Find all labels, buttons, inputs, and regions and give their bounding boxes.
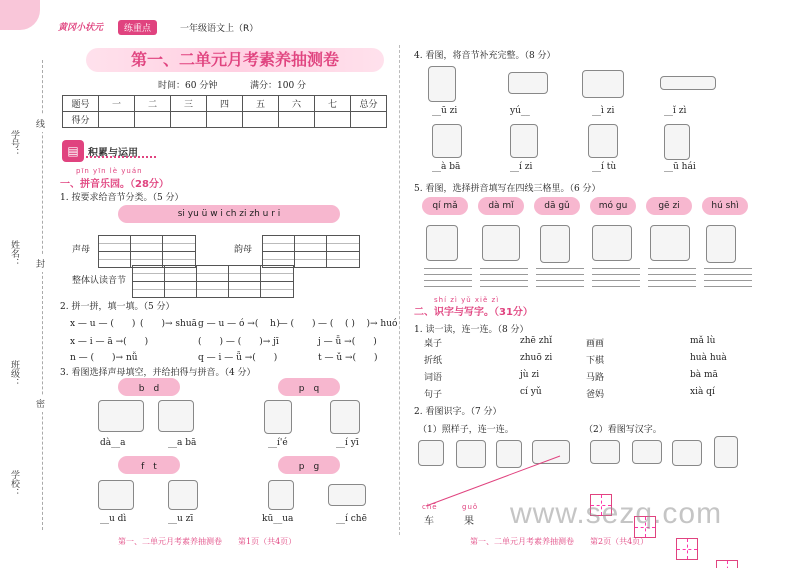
- q4-caption[interactable]: yú__: [510, 106, 530, 116]
- q1-label-finals: 韵母: [234, 245, 253, 255]
- mushroom-picture: [650, 225, 690, 261]
- word-left[interactable]: 桌子: [424, 339, 443, 349]
- binding-strip: [0, 0, 60, 568]
- footer-right: 第一、二单元月考素养抽测卷 第2页（共4页）: [470, 537, 649, 546]
- watermark: www.sezq.com: [510, 497, 723, 530]
- fish-plate-picture: [508, 72, 548, 94]
- footer-left: 第一、二单元月考素养抽测卷 第1页（共4页）: [118, 537, 297, 546]
- label-class: 班级：: [9, 360, 19, 387]
- part2-title: 二、识字与写字。（31分）: [414, 307, 533, 318]
- score-row-label: 得分: [63, 112, 99, 128]
- q5-pill: gē zi: [646, 197, 692, 215]
- writing-box[interactable]: [716, 560, 738, 568]
- q3-pill-1: b d: [118, 378, 180, 396]
- word-right[interactable]: 下棋: [586, 356, 605, 366]
- persimmon-picture: [582, 70, 624, 98]
- q1-label-whole: 整体认读音节: [72, 276, 127, 286]
- q5-writing-lines[interactable]: [704, 268, 752, 288]
- bamboo-picture: [428, 66, 456, 102]
- score-header-cell: 三: [171, 96, 207, 112]
- seal-char-secret: 密: [36, 395, 45, 412]
- label-name: 姓名：: [9, 240, 19, 267]
- q5-writing-lines[interactable]: [648, 268, 696, 288]
- q2-row2-a[interactable]: x — i — ā →( ): [70, 337, 149, 347]
- q3-caption[interactable]: __í chē: [336, 514, 367, 524]
- word-left[interactable]: 折纸: [424, 356, 443, 366]
- coat-picture: [330, 400, 360, 434]
- pinyin-left[interactable]: zhuō zi: [520, 353, 553, 363]
- q2-row1-b[interactable]: ( )→ shuā: [140, 319, 198, 329]
- section-badge-label: 积累与运用: [88, 148, 138, 159]
- q1-initials-grid[interactable]: [98, 235, 196, 268]
- pinyin-right[interactable]: xià qí: [690, 387, 715, 397]
- car-picture: [328, 484, 366, 506]
- q3-caption[interactable]: __u zī: [168, 514, 194, 524]
- example-char: 车: [424, 516, 434, 527]
- score-cell[interactable]: [279, 112, 315, 128]
- q4-caption[interactable]: __í zi: [510, 162, 533, 172]
- q5-writing-lines[interactable]: [424, 268, 472, 288]
- q5-pill: dà mǐ: [478, 197, 524, 215]
- q4-caption[interactable]: __ū hái: [664, 162, 696, 172]
- keyboard-picture: [660, 76, 716, 90]
- pinyin-left[interactable]: zhē zhǐ: [520, 336, 553, 346]
- pear-picture: [510, 124, 538, 158]
- pinyin-right[interactable]: mǎ lù: [690, 336, 716, 346]
- seal-char-seal: 封: [36, 255, 45, 272]
- q2-row3-e[interactable]: t — ǔ →( ): [318, 353, 378, 363]
- exam-time: 时间：60 分钟: [158, 81, 218, 91]
- q1-label-initials: 声母: [72, 245, 91, 255]
- q1-text: 1. 按要求给音节分类。（5 分）: [60, 193, 184, 203]
- q3-caption[interactable]: __í'é: [268, 438, 288, 448]
- practice-tag: 练重点: [118, 20, 157, 35]
- pinyin-right[interactable]: bà mā: [690, 370, 718, 380]
- q2-row1-f[interactable]: ( )→ huó: [345, 319, 398, 329]
- q2-row3-c[interactable]: q — i — ǖ →( ): [198, 353, 278, 363]
- grade-label: 一年级语文上（R）: [180, 24, 259, 34]
- cloud-picture: [632, 440, 662, 464]
- section-badge: [62, 140, 172, 162]
- beans-picture: [98, 480, 134, 510]
- score-header-cell: 二: [135, 96, 171, 112]
- pinyin-left[interactable]: jù zi: [520, 370, 540, 380]
- rabbit-picture: [588, 124, 618, 158]
- q5-pill: dā gǔ: [534, 197, 580, 215]
- word-left[interactable]: 词语: [424, 373, 443, 383]
- corn-picture: [714, 436, 738, 468]
- q1-finals-grid[interactable]: [262, 235, 360, 268]
- score-cell[interactable]: [243, 112, 279, 128]
- stairs-picture: [672, 440, 702, 466]
- page-title: 第一、二单元月考素养抽测卷: [130, 50, 339, 69]
- score-header-cell: 六: [279, 96, 315, 112]
- q5-writing-lines[interactable]: [592, 268, 640, 288]
- q4-caption[interactable]: __à bā: [432, 162, 461, 172]
- dove-picture: [482, 225, 520, 261]
- q2-row2-e[interactable]: j — ǖ →( ): [318, 337, 377, 347]
- score-cell[interactable]: [135, 112, 171, 128]
- label-school: 学校：: [9, 470, 19, 497]
- score-header-cell: 一: [99, 96, 135, 112]
- axe-picture: [168, 480, 198, 510]
- q4-caption[interactable]: __ì zi: [592, 106, 615, 116]
- q2-row1-d[interactable]: h — ( ): [270, 319, 316, 329]
- q3-caption[interactable]: __a bā: [168, 438, 197, 448]
- loofah-picture: [268, 480, 294, 510]
- part2-pinyin: shí zì yǔ xiě zì: [434, 296, 500, 304]
- drummer-picture: [540, 225, 570, 263]
- penguin-picture: [264, 400, 292, 434]
- score-cell[interactable]: [315, 112, 351, 128]
- q1-syllables: si yu ü w i ch zi zh u r i: [118, 205, 340, 223]
- score-cell[interactable]: [207, 112, 243, 128]
- q2-row3-a[interactable]: n — ( )→ nǚ: [70, 353, 138, 363]
- q4-caption[interactable]: __ǐ zì: [664, 106, 687, 116]
- score-header-cell: 七: [315, 96, 351, 112]
- logo: 黄冈小状元: [58, 23, 104, 33]
- score-cell[interactable]: [171, 112, 207, 128]
- p2q2-text: 2. 看图识字。（7 分）: [414, 407, 502, 417]
- pinyin-right[interactable]: huà huà: [690, 353, 727, 363]
- q5-writing-lines[interactable]: [480, 268, 528, 288]
- q5-pill: hú shì: [702, 197, 748, 215]
- scissors-picture: [158, 400, 194, 432]
- part1-title: 一、拼音乐园。（28分）: [60, 179, 169, 190]
- example-pinyin: guǒ: [462, 503, 479, 511]
- score-cell[interactable]: [99, 112, 135, 128]
- score-table: [62, 95, 387, 128]
- q5-text: 5. 看图，选择拼音填写在四线三格里。（6 分）: [414, 184, 601, 194]
- q3-caption[interactable]: dà__a: [100, 438, 126, 448]
- example-char: 果: [464, 516, 474, 527]
- q2-row1-e[interactable]: — ( ): [318, 319, 355, 329]
- score-header-cell: 五: [243, 96, 279, 112]
- p2q2-sub2: （2）看图写汉字。: [584, 425, 662, 435]
- q3-pill-4: p g: [278, 456, 340, 474]
- q4-caption[interactable]: __ū zi: [432, 106, 458, 116]
- q2-row2-c[interactable]: ( ) — ( )→ jī: [198, 337, 279, 347]
- label-student-id: 学号：: [9, 130, 19, 157]
- score-header-cell: 四: [207, 96, 243, 112]
- q4-text: 4. 看图，将音节补充完整。（8 分）: [414, 51, 556, 61]
- q2-row1-c[interactable]: g — u — ó →( ): [198, 319, 280, 329]
- q2-row1-a[interactable]: x — u — ( ): [70, 319, 136, 329]
- q5-pill: mó gu: [590, 197, 636, 215]
- word-right[interactable]: 马路: [586, 373, 605, 383]
- score-cell[interactable]: [351, 112, 387, 128]
- pigeon-picture: [706, 225, 736, 263]
- seal-char-line: 线: [36, 115, 45, 132]
- q5-pill: qí mǎ: [422, 197, 468, 215]
- score-table-score-row: [63, 112, 387, 128]
- score-header-cell: 总分: [351, 96, 387, 112]
- writing-box[interactable]: [676, 538, 698, 560]
- score-header-cell: 题号: [63, 96, 99, 112]
- exam-score: 满分：100 分: [250, 81, 307, 91]
- hill-picture: [98, 400, 144, 432]
- q3-pill-3: f t: [118, 456, 180, 474]
- page-divider: [399, 45, 400, 535]
- q3-caption[interactable]: __í yī: [336, 438, 359, 448]
- q3-caption[interactable]: __u dì: [100, 514, 127, 524]
- bug-picture: [590, 440, 620, 464]
- q1-whole-grid[interactable]: [132, 265, 294, 298]
- horse-rider-picture: [426, 225, 458, 261]
- q3-text: 3. 看图选择声母填空，并给拍得与拼音。（4 分）: [60, 368, 256, 378]
- word-right[interactable]: 爸妈: [586, 390, 605, 400]
- part1-pinyin: pīn yīn lè yuán: [76, 167, 143, 175]
- section-badge-underline: [86, 156, 156, 158]
- q3-caption[interactable]: kū__ua: [262, 514, 294, 524]
- girl-picture: [664, 124, 690, 160]
- example-pinyin: chē: [422, 503, 438, 511]
- word-right[interactable]: 画画: [586, 339, 605, 349]
- q2-text: 2. 拼一拼，填一填。（5 分）: [60, 302, 175, 312]
- q4-caption[interactable]: __í tù: [592, 162, 617, 172]
- rice-picture: [592, 225, 632, 261]
- q5-writing-lines[interactable]: [536, 268, 584, 288]
- word-left[interactable]: 句子: [424, 390, 443, 400]
- score-table-header-row: [63, 96, 387, 112]
- trumpet-picture: [432, 124, 462, 158]
- pinyin-left[interactable]: cí yǔ: [520, 387, 542, 397]
- p2q2-sub1: （1）照样子，连一连。: [418, 425, 514, 435]
- q3-pill-2: p q: [278, 378, 340, 396]
- p2q1-text: 1. 读一读，连一连。（8 分）: [414, 325, 529, 335]
- book-icon: ▤: [62, 140, 84, 162]
